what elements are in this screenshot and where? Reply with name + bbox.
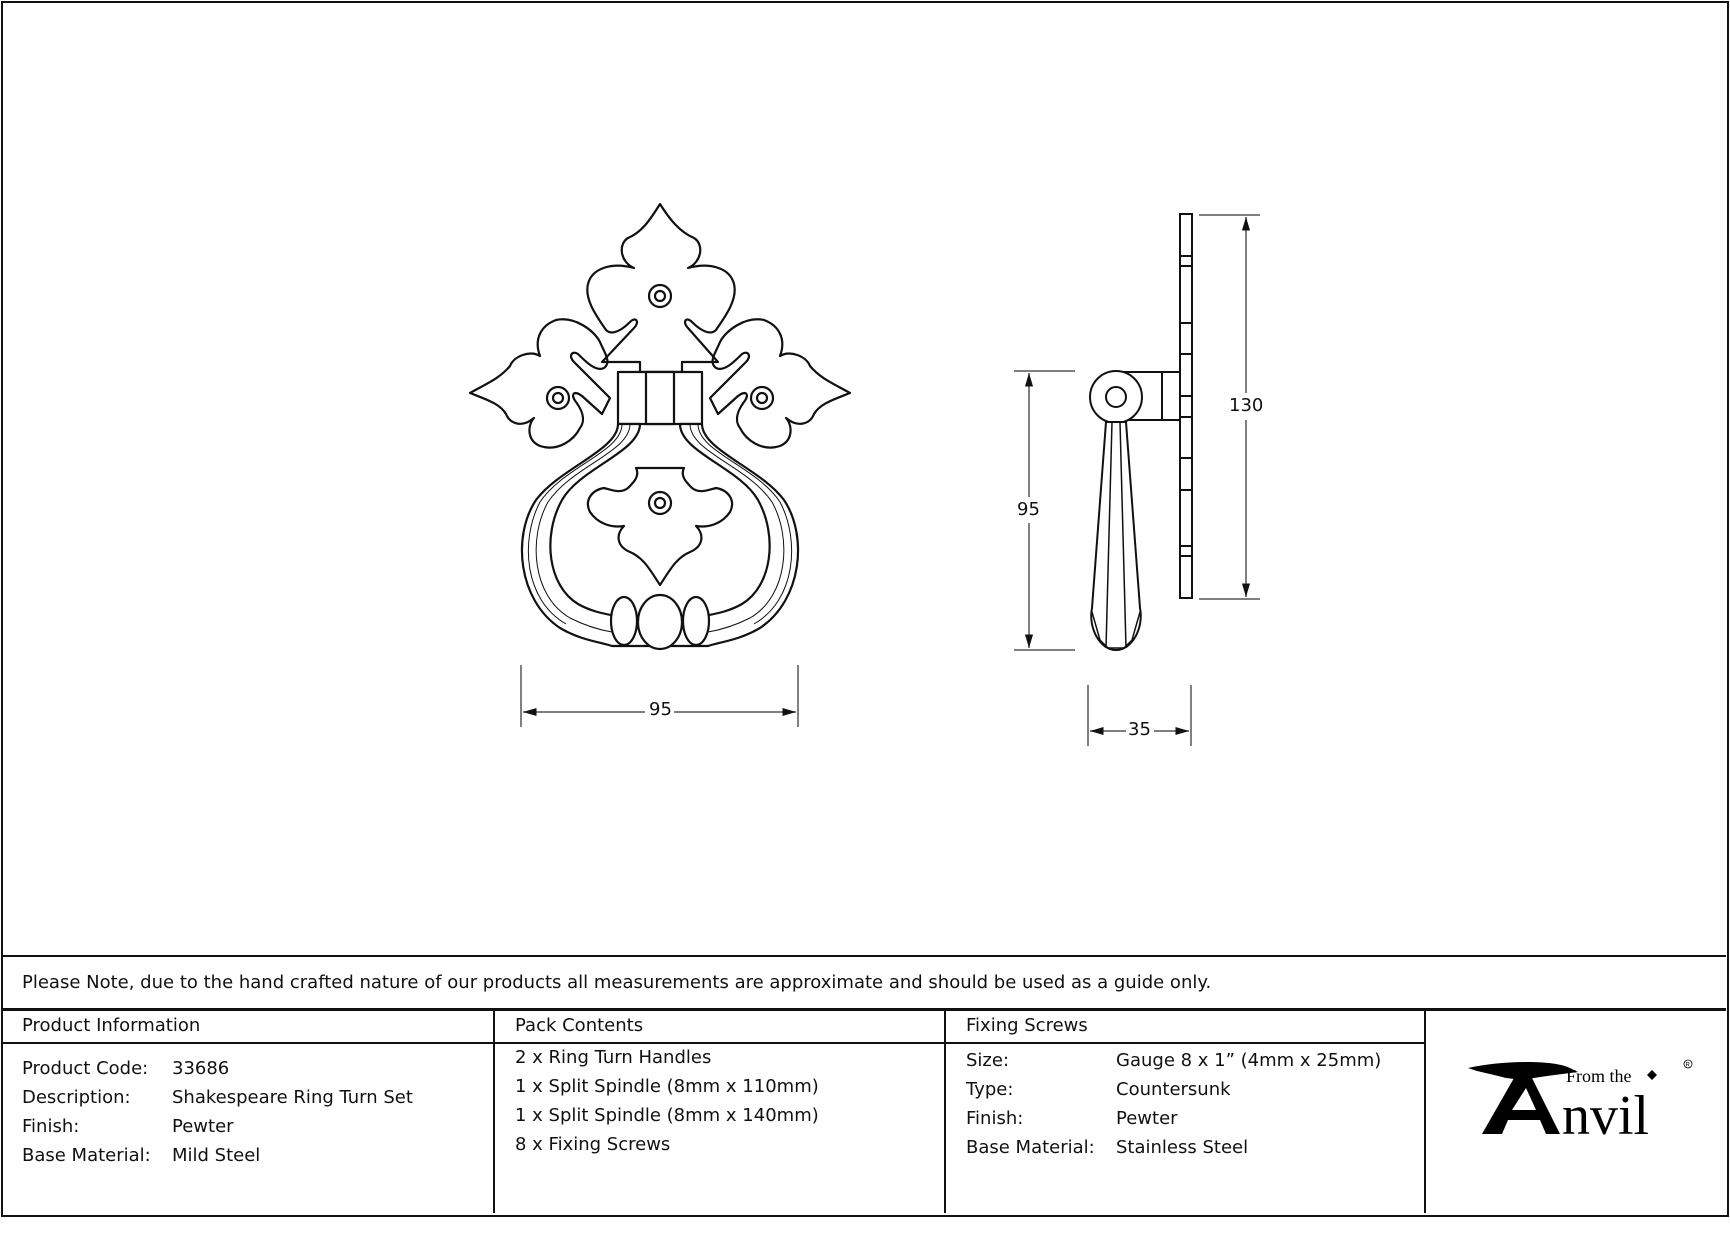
left-leaf-icon [470, 319, 610, 447]
side-height-value: 95 [1017, 499, 1040, 520]
row-label: Type: [966, 1079, 1014, 1100]
svg-text:nvil: nvil [1562, 1085, 1650, 1147]
product-information-list [2, 1054, 493, 1170]
pack-contents-list [495, 1043, 944, 1159]
type-row [946, 1075, 1424, 1104]
row-label: Product Code: [22, 1058, 149, 1079]
pack-contents-heading: Pack Contents [495, 1009, 944, 1044]
front-width-value: 95 [649, 699, 672, 720]
bottom-leaf-icon [588, 468, 732, 585]
list-item: 8 x Fixing Screws [515, 1134, 671, 1155]
pivot-boss [1090, 371, 1142, 423]
row-label: Finish: [966, 1108, 1024, 1129]
product-information-section [2, 1009, 493, 1213]
svg-text:R: R [1685, 1062, 1690, 1069]
plate-height-value: 130 [1229, 395, 1264, 416]
right-bead [683, 597, 709, 645]
row-value: Pewter [172, 1116, 234, 1137]
row-label: Base Material: [22, 1145, 151, 1166]
product-code-row [2, 1054, 493, 1083]
description-row [2, 1083, 493, 1112]
svg-text:From the: From the [1566, 1066, 1632, 1086]
base-material-row [2, 1141, 493, 1170]
disclaimer-text: Please Note, due to the hand crafted nature of our products all measurements are approximate and should be used as a guide only. [22, 972, 1212, 993]
disclaimer-row [2, 955, 1726, 1011]
row-value: Shakespeare Ring Turn Set [172, 1087, 413, 1108]
projection-value: 35 [1128, 719, 1151, 740]
pack-contents-section [493, 1009, 944, 1213]
finish-row [946, 1104, 1424, 1133]
front-view [470, 204, 850, 649]
row-value: Countersunk [1116, 1079, 1231, 1100]
row-value: Mild Steel [172, 1145, 261, 1166]
side-dimensions [1014, 215, 1260, 746]
logo-section [1424, 1009, 1726, 1213]
base-material-row [946, 1133, 1424, 1162]
row-value: Pewter [1116, 1108, 1178, 1129]
drop-handle [1091, 422, 1141, 650]
row-label: Base Material: [966, 1137, 1095, 1158]
list-item: 1 x Split Spindle (8mm x 140mm) [515, 1105, 819, 1126]
info-table [2, 1009, 1726, 1213]
row-label: Description: [22, 1087, 131, 1108]
fixing-screws-heading: Fixing Screws [946, 1009, 1424, 1044]
list-item: 1 x Split Spindle (8mm x 110mm) [515, 1076, 819, 1097]
anvil-logo-icon [1466, 1054, 1696, 1164]
size-row [946, 1046, 1424, 1075]
from-the-anvil-logo [1466, 1054, 1696, 1164]
row-label: Size: [966, 1050, 1010, 1071]
product-information-heading: Product Information [2, 1009, 493, 1044]
row-value: Stainless Steel [1116, 1137, 1249, 1158]
right-leaf-icon [710, 319, 850, 447]
fixing-screws-list [946, 1046, 1424, 1162]
backplate [1180, 214, 1192, 598]
fixing-screws-section [944, 1009, 1424, 1213]
finish-row [2, 1112, 493, 1141]
row-value: 33686 [172, 1058, 230, 1079]
center-bead [638, 595, 682, 649]
list-item: 2 x Ring Turn Handles [515, 1047, 712, 1068]
top-leaf-icon [587, 204, 734, 372]
side-view [1090, 214, 1192, 650]
row-label: Finish: [22, 1116, 80, 1137]
left-bead [611, 597, 637, 645]
row-value: Gauge 8 x 1” (4mm x 25mm) [1116, 1050, 1382, 1071]
